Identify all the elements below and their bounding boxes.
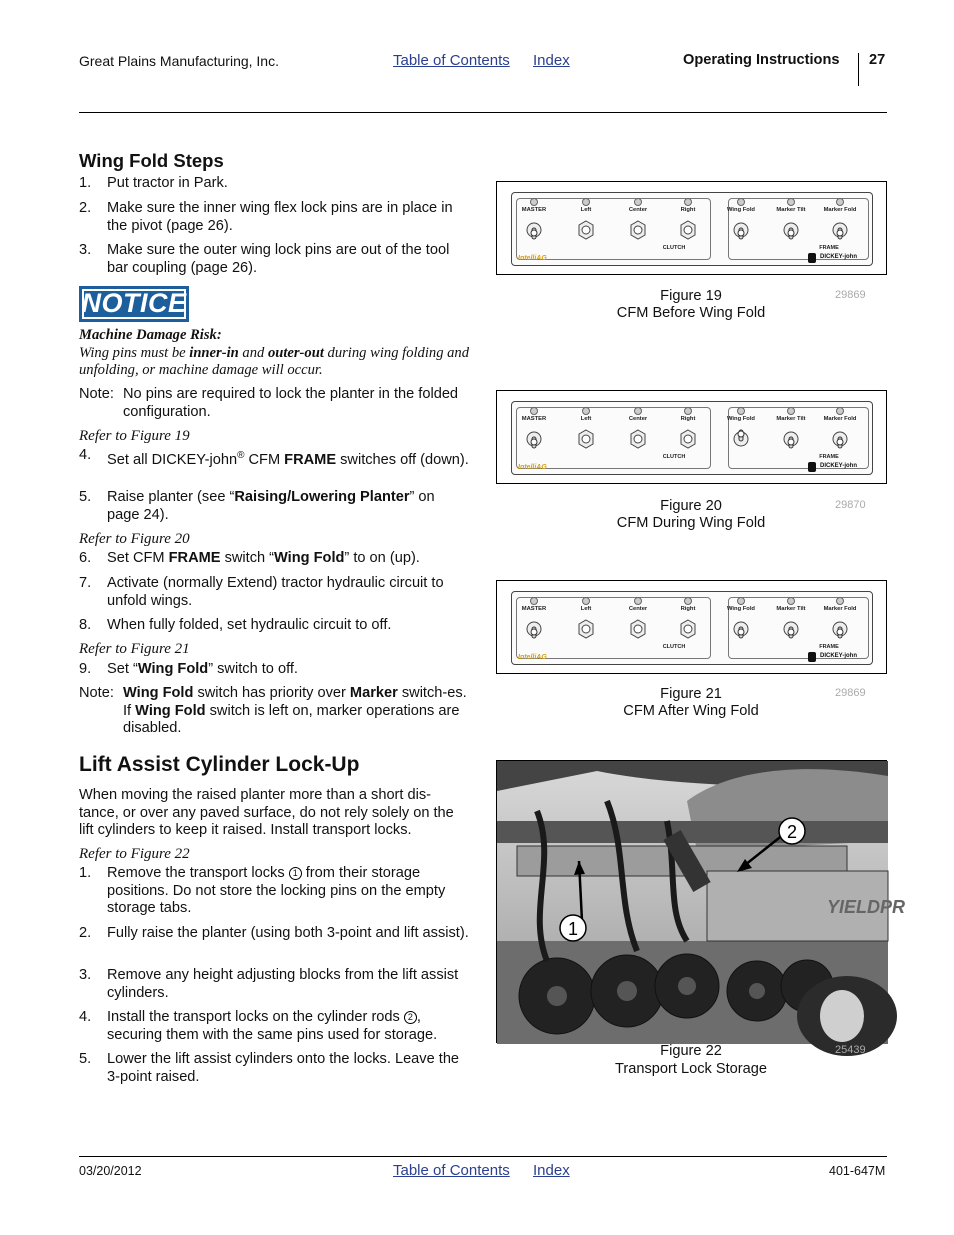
panel-label: Center xyxy=(628,207,648,213)
indicator-light xyxy=(582,407,590,415)
indicator-light xyxy=(634,198,642,206)
callout-1-label: 1 xyxy=(567,919,579,939)
toggle-switch-icon xyxy=(731,618,751,640)
indicator-light xyxy=(582,198,590,206)
panel-label: MASTER xyxy=(521,416,547,422)
panel-label: Right xyxy=(680,416,696,422)
indicator-light xyxy=(737,407,745,415)
rotary-knob-icon xyxy=(678,428,698,450)
clutch-label: CLUTCH xyxy=(662,644,686,650)
toggle-switch-icon xyxy=(524,219,544,241)
dickey-john-logo: DICKEY-john xyxy=(820,254,857,260)
dickey-john-emblem xyxy=(808,253,816,263)
indicator-light xyxy=(787,407,795,415)
list-item: 9. Set “Wing Fold” switch to off. xyxy=(79,661,298,677)
planter-photo-illustration xyxy=(497,761,906,1044)
intelliag-logo: IntelliAG xyxy=(518,255,547,262)
dickey-john-emblem xyxy=(808,652,816,662)
clutch-label: CLUTCH xyxy=(662,454,686,460)
list-item: 4. Install the transport locks on the cylinder rods 2 , securing them with the same pins used for storage. xyxy=(79,1009,438,1043)
footer-date: 03/20/2012 xyxy=(79,1164,142,1178)
index-link-footer[interactable]: Index xyxy=(533,1162,570,1179)
ref-figure-21: Refer to Figure 21 xyxy=(79,641,190,657)
indicator-light xyxy=(634,407,642,415)
indicator-light xyxy=(836,597,844,605)
panel-label: Left xyxy=(580,416,592,422)
panel-label: Right xyxy=(680,606,696,612)
list-item: 6. Set CFM FRAME switch “Wing Fold” to on (up). xyxy=(79,550,420,566)
list-item: 1. Remove the transport locks 1 from their storage positions. Do not store the locking pins on the empty storage tabs. xyxy=(79,865,446,916)
indicator-light xyxy=(530,597,538,605)
lift-assist-intro: When moving the raised planter more than a short dis-tance, or over any paved surface, do not rely solely on the lift cylinders to keep it raised. Install transport locks. xyxy=(79,787,454,838)
header-divider xyxy=(858,53,859,86)
panel-label: MASTER xyxy=(521,207,547,213)
dickey-john-emblem xyxy=(808,462,816,472)
intelliag-logo: IntelliAG xyxy=(518,654,547,661)
cfm-control-panel xyxy=(511,401,873,475)
rotary-knob-icon xyxy=(576,618,596,640)
ref-figure-20: Refer to Figure 20 xyxy=(79,531,190,547)
figure-22-label: Figure 22 xyxy=(660,1043,722,1059)
list-item: 3. Remove any height adjusting blocks from the lift assist cylinders. xyxy=(79,967,459,1001)
indicator-light xyxy=(582,597,590,605)
list-item: 2. Fully raise the planter (using both 3-point and lift assist). xyxy=(79,925,469,941)
indicator-light xyxy=(634,597,642,605)
rotary-knob-icon xyxy=(678,618,698,640)
panel-label: MASTER xyxy=(521,606,547,612)
footer-doc-number: 401-647M xyxy=(829,1164,886,1178)
indicator-light xyxy=(530,198,538,206)
note-folded: Note: No pins are required to lock the planter in the folded configuration. xyxy=(79,386,459,420)
indicator-light xyxy=(836,407,844,415)
toggle-switch-icon xyxy=(830,219,850,241)
frame-label: FRAME xyxy=(819,454,839,460)
figure-label: Figure 20 xyxy=(660,498,722,514)
wing-fold-heading: Wing Fold Steps xyxy=(79,150,224,171)
frame-label: FRAME xyxy=(819,245,839,251)
panel-label: Marker Tilt xyxy=(776,606,806,612)
figure-caption: CFM Before Wing Fold xyxy=(616,305,766,321)
figure-caption: CFM During Wing Fold xyxy=(616,515,766,531)
indicator-light xyxy=(787,198,795,206)
dickey-john-logo: DICKEY-john xyxy=(820,463,857,469)
panel-label: Marker Tilt xyxy=(776,416,806,422)
panel-label: Wing Fold xyxy=(727,207,755,213)
toggle-switch-icon xyxy=(524,428,544,450)
notice-text: Machine Damage Risk: Wing pins must be inner-in and outer-out during wing folding and unfolding, or machine damage will occur. xyxy=(79,327,470,378)
panel-label: Left xyxy=(580,207,592,213)
figure-22-number: 25439 xyxy=(835,1044,866,1056)
figure-number: 29869 xyxy=(835,687,866,699)
list-item: 8. When fully folded, set hydraulic circuit to off. xyxy=(79,617,392,633)
list-item: 3. Make sure the outer wing lock pins are out of the tool bar coupling (page 26). xyxy=(79,242,450,276)
figure-number: 29869 xyxy=(835,289,866,301)
panel-label: Center xyxy=(628,606,648,612)
footer-rule xyxy=(79,1156,887,1157)
indicator-light xyxy=(737,198,745,206)
panel-label: Wing Fold xyxy=(727,416,755,422)
cfm-figure-frame xyxy=(496,390,887,484)
list-item: 7. Activate (normally Extend) tractor hydraulic circuit to unfold wings. xyxy=(79,575,444,609)
index-link-header[interactable]: Index xyxy=(533,52,570,69)
panel-label: Left xyxy=(580,606,592,612)
indicator-light xyxy=(836,198,844,206)
panel-label: Marker Tilt xyxy=(776,207,806,213)
rotary-knob-icon xyxy=(628,219,648,241)
ref-figure-22: Refer to Figure 22 xyxy=(79,846,190,862)
panel-label: Wing Fold xyxy=(727,606,755,612)
indicator-light xyxy=(787,597,795,605)
yield-pro-decal: YIELDPR xyxy=(827,897,906,917)
header-rule xyxy=(79,112,887,113)
indicator-light xyxy=(684,597,692,605)
indicator-light xyxy=(737,597,745,605)
frame-label: FRAME xyxy=(819,644,839,650)
section-title: Operating Instructions xyxy=(683,52,840,68)
toggle-switch-icon xyxy=(830,618,850,640)
figure-label: Figure 21 xyxy=(660,686,722,702)
panel-label: Right xyxy=(680,207,696,213)
callout-2-label: 2 xyxy=(786,822,798,842)
panel-label: Marker Fold xyxy=(823,207,857,213)
list-item: 4. Set all DICKEY-john® CFM FRAME switches off (down). xyxy=(79,447,469,468)
note-wing-fold-priority: Note: Wing Fold switch has priority over Marker switch-es. If Wing Fold switch is left on, marker operations are disabled. xyxy=(79,685,467,736)
figure-22-caption: Transport Lock Storage xyxy=(615,1061,767,1077)
rotary-knob-icon xyxy=(628,428,648,450)
toggle-switch-icon xyxy=(731,428,751,450)
list-item: 5. Lower the lift assist cylinders onto the locks. Leave the 3-point raised. xyxy=(79,1051,460,1085)
list-item: 2. Make sure the inner wing flex lock pins are in place in the pivot (page 26). xyxy=(79,200,453,234)
cfm-control-panel xyxy=(511,192,873,266)
cfm-control-panel xyxy=(511,591,873,665)
clutch-label: CLUTCH xyxy=(662,245,686,251)
intelliag-logo: IntelliAG xyxy=(518,464,547,471)
indicator-light xyxy=(684,198,692,206)
toggle-switch-icon xyxy=(524,618,544,640)
panel-label: Marker Fold xyxy=(823,606,857,612)
rotary-knob-icon xyxy=(628,618,648,640)
notice-badge: NOTICE xyxy=(79,286,189,322)
transport-lock-photo xyxy=(496,760,906,1043)
toggle-switch-icon xyxy=(781,428,801,450)
company-name: Great Plains Manufacturing, Inc. xyxy=(79,53,279,69)
toggle-switch-icon xyxy=(781,219,801,241)
list-item: 5. Raise planter (see “Raising/Lowering Planter” on page 24). xyxy=(79,489,435,523)
toc-link-footer[interactable]: Table of Contents xyxy=(393,1162,510,1179)
toc-link-header[interactable]: Table of Contents xyxy=(393,52,510,69)
indicator-light xyxy=(684,407,692,415)
indicator-light xyxy=(530,407,538,415)
callout-1-inline: 1 xyxy=(289,867,302,880)
callout-2-inline: 2 xyxy=(404,1011,417,1024)
panel-label: Center xyxy=(628,416,648,422)
rotary-knob-icon xyxy=(678,219,698,241)
figure-caption: CFM After Wing Fold xyxy=(623,703,759,719)
rotary-knob-icon xyxy=(576,428,596,450)
page-number: 27 xyxy=(869,52,886,68)
list-item: 1. Put tractor in Park. xyxy=(79,175,228,191)
cfm-figure-frame xyxy=(496,181,887,275)
cfm-figure-frame xyxy=(496,580,887,674)
dickey-john-logo: DICKEY-john xyxy=(820,653,857,659)
figure-number: 29870 xyxy=(835,499,866,511)
rotary-knob-icon xyxy=(576,219,596,241)
ref-figure-19: Refer to Figure 19 xyxy=(79,428,190,444)
toggle-switch-icon xyxy=(830,428,850,450)
figure-label: Figure 19 xyxy=(660,288,722,304)
toggle-switch-icon xyxy=(731,219,751,241)
toggle-switch-icon xyxy=(781,618,801,640)
panel-label: Marker Fold xyxy=(823,416,857,422)
lift-assist-heading: Lift Assist Cylinder Lock-Up xyxy=(79,753,360,776)
